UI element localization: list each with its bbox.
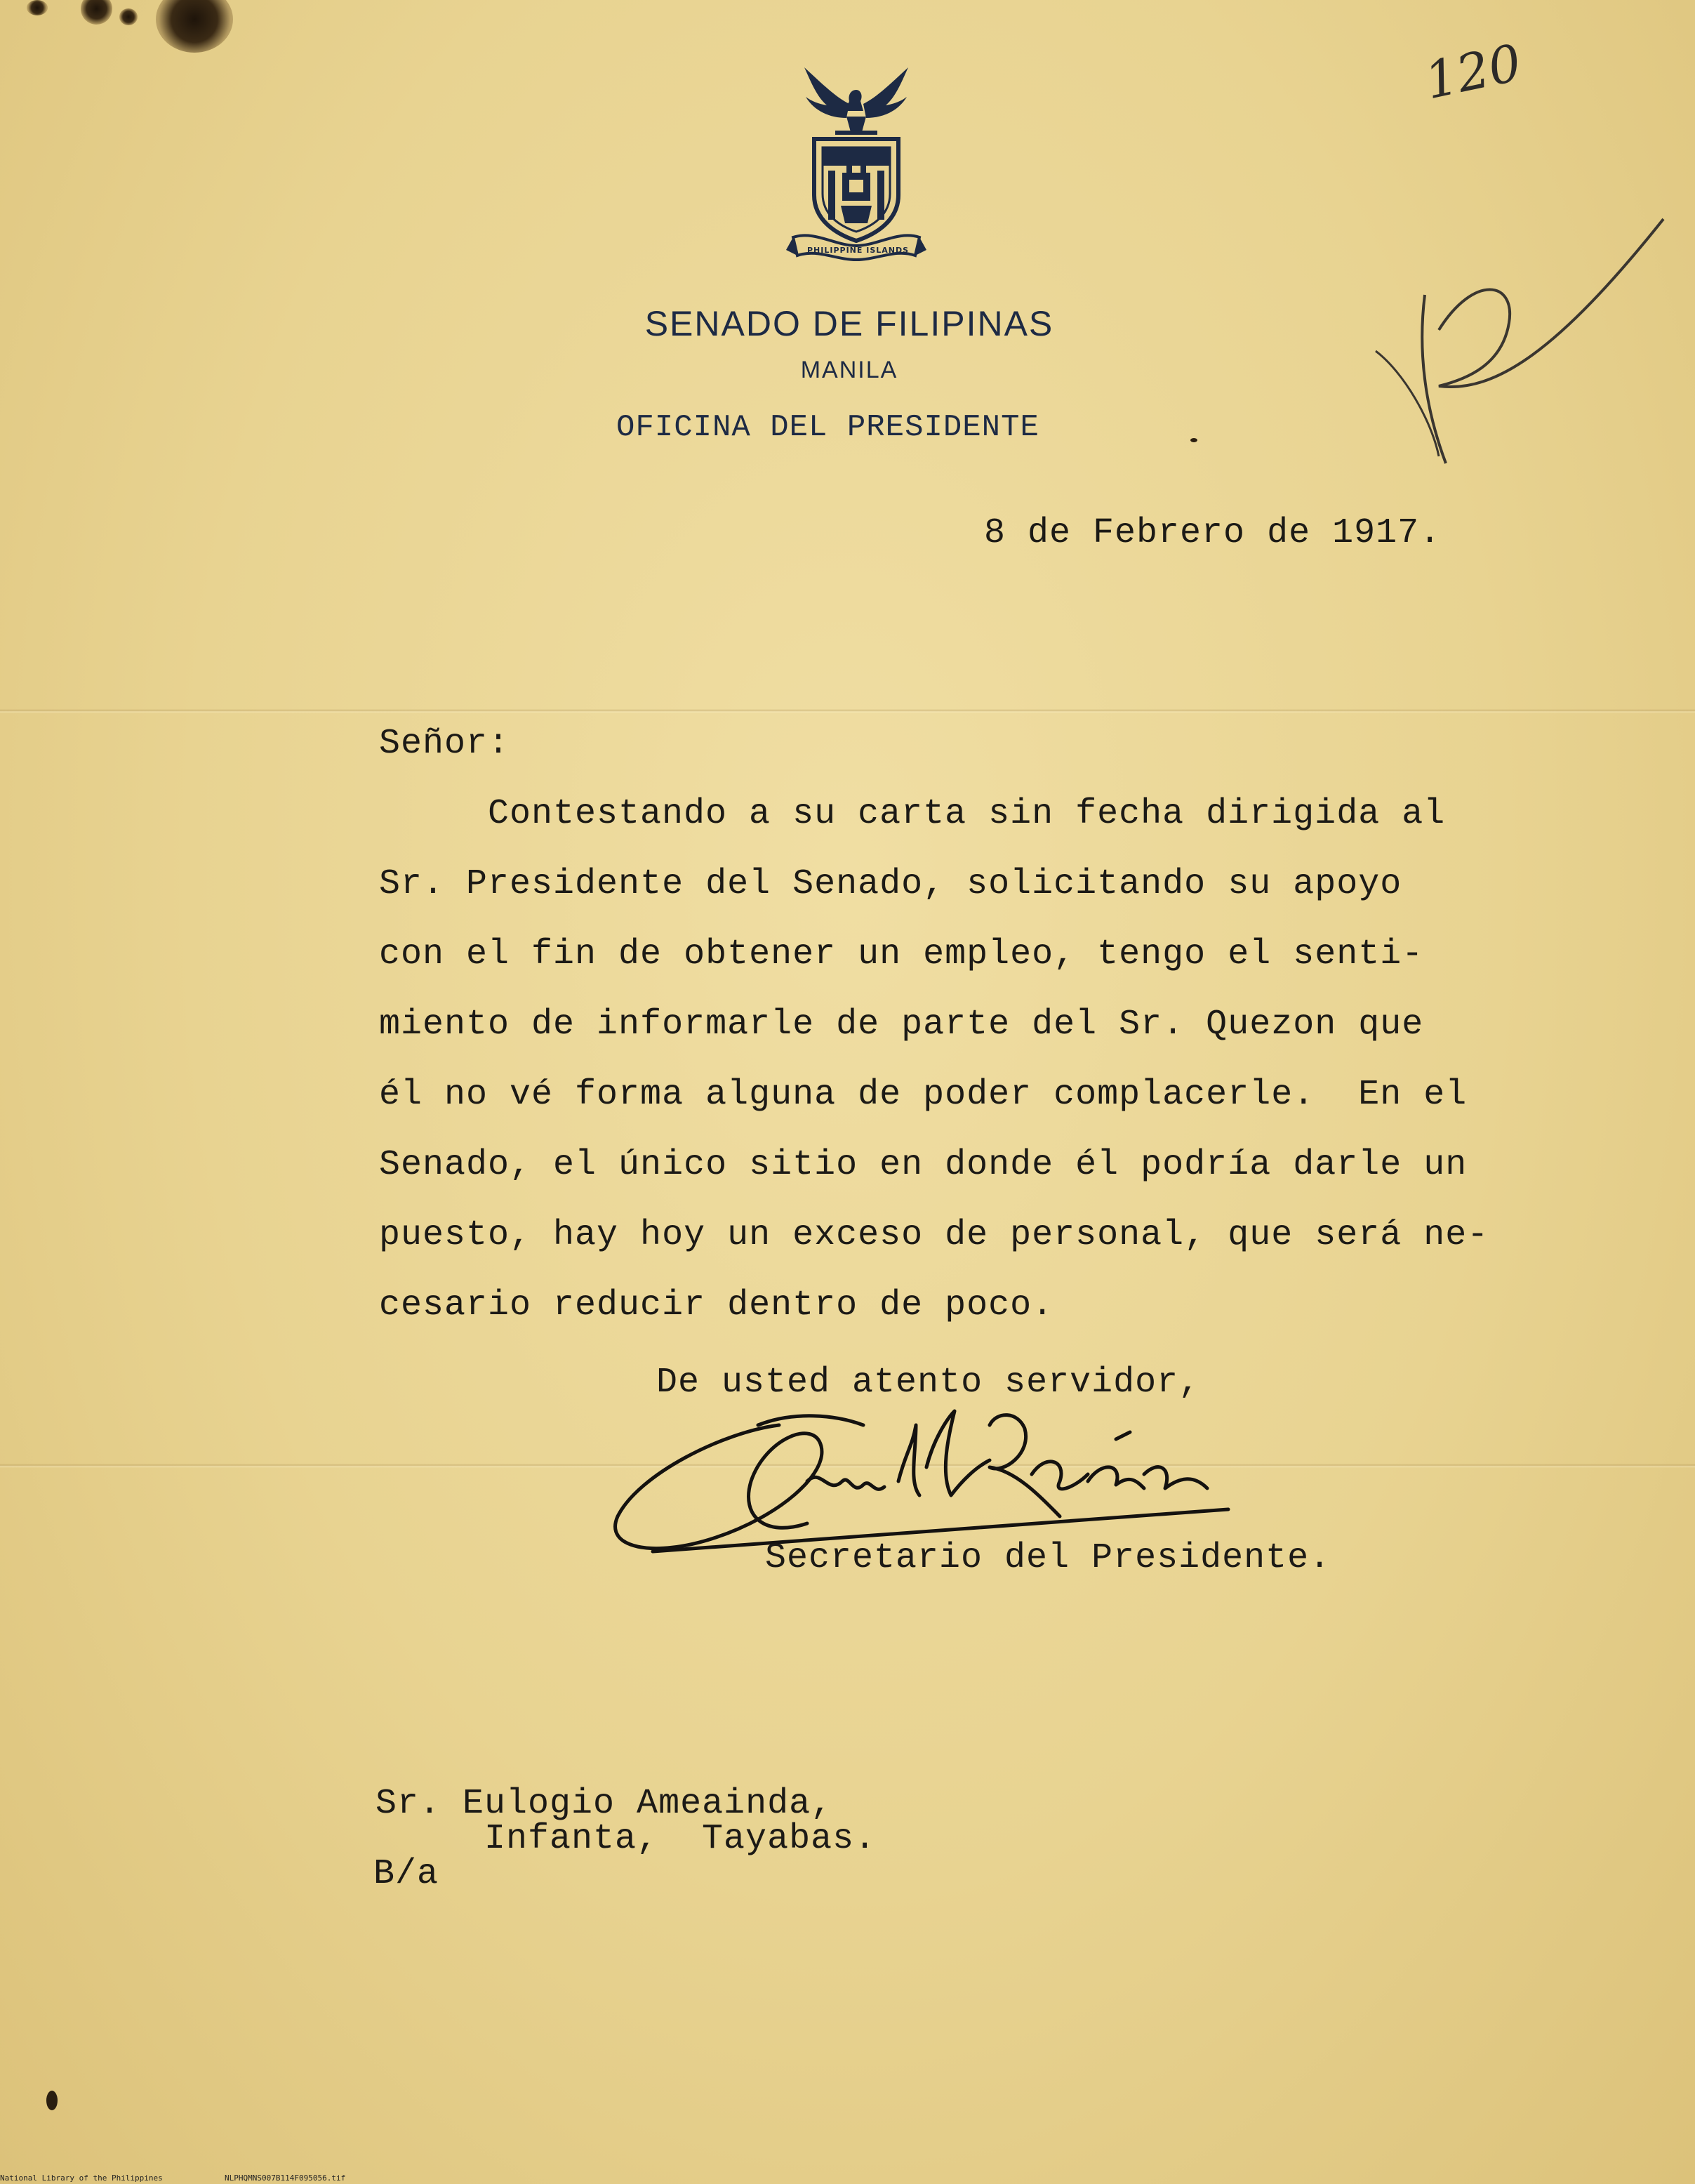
recipient-address: Infanta, Tayabas.: [484, 1819, 877, 1859]
letter-closing: De usted atento servidor,: [656, 1363, 1201, 1403]
pencil-mark-icon: [1334, 211, 1695, 477]
body-line: Contestando a su carta sin fecha dirigida al: [488, 794, 1446, 834]
ink-stain-small: [81, 0, 112, 25]
ink-speck-bottom-left: [46, 2091, 58, 2110]
body-line: Sr. Presidente del Senado, solicitando su apoyo: [379, 864, 1402, 904]
ink-stain-dot: [119, 8, 138, 25]
reference-initials: B/a: [373, 1854, 439, 1894]
footer-file-id: NLPHQMNS007B114F095056.tif: [225, 2173, 346, 2183]
signer-title: Secretario del Presidente.: [765, 1538, 1331, 1578]
body-line: miento de informarle de parte del Sr. Quezon que: [379, 1005, 1424, 1045]
senate-seal-icon: [786, 62, 926, 265]
letterhead-office: OFICINA DEL PRESIDENTE: [616, 410, 1039, 445]
body-line: con el fin de obtener un empleo, tengo el senti-: [379, 934, 1424, 974]
seal-ribbon-text: PHILIPPINE ISLANDS: [807, 246, 910, 255]
letterhead-title: SENADO DE FILIPINAS: [644, 304, 1054, 343]
body-line: él no vé forma alguna de poder complacerle. En el: [379, 1075, 1468, 1115]
ink-stain-edge: [27, 0, 48, 15]
body-line: cesario reducir dentro de poco.: [379, 1285, 1054, 1325]
letter-date: 8 de Febrero de 1917.: [984, 513, 1442, 553]
letter-salutation: Señor:: [379, 724, 510, 764]
folio-number-annotation: 120: [1419, 32, 1527, 111]
ink-stain-large: [156, 0, 233, 53]
body-line: Senado, el único sitio en donde él podría darle un: [379, 1145, 1468, 1185]
letterhead-city: MANILA: [800, 357, 898, 383]
body-line: puesto, hay hoy un exceso de personal, que será ne-: [379, 1215, 1489, 1255]
footer-library: National Library of the Philippines: [0, 2173, 163, 2183]
fold-line-upper: [0, 709, 1695, 713]
ink-speck-letterhead: [1190, 438, 1197, 442]
recipient-name: Sr. Eulogio Ameainda,: [375, 1784, 833, 1824]
